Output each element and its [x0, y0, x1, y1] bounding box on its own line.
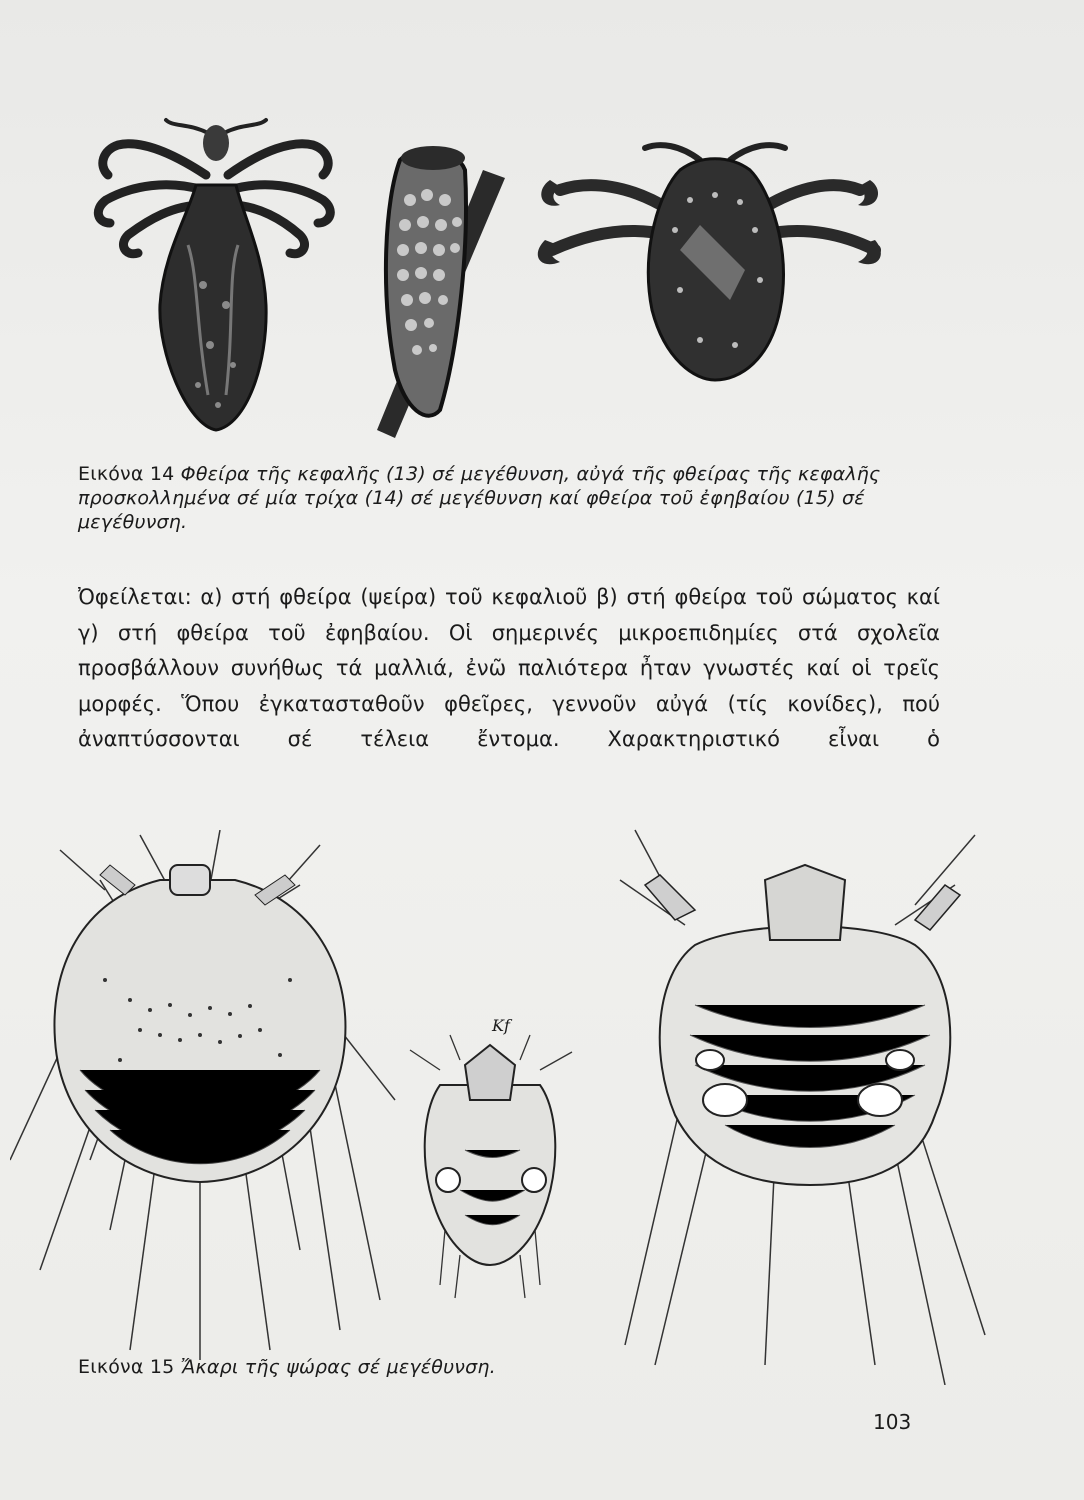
figure-14-caption [78, 462, 938, 534]
figure-15-label: Εικόνα 15 [78, 1356, 175, 1378]
figure-15-label-kf: Kf [492, 1016, 510, 1035]
head-louse-illustration [78, 105, 350, 435]
figure-14-label: Εικόνα 14 [78, 463, 175, 485]
scabies-mite-ventral-illustration [615, 825, 1055, 1385]
paragraph-text: Ὀφείλεται: α) στή φθείρα (ψείρα) τοῦ κεφαλιοῦ β) στή φθείρα τοῦ σώματος καί γ) στή φθείρα τοῦ ἐφηβαίου. Οἱ σημερινές μικροεπιδημίες στά σχολεῖα προσβάλλουν συνήθως τά μαλλιά, ἐνῶ παλιότερα ἦταν γνωστές καί οἱ τρεῖς μορφές. Ὅπου ἐγκατασταθοῦν φθεῖρες, γεννοῦν αὐγά (τίς κονίδες), πού ἀναπτύσσονται σέ τέλεια ἔντομα. Χαρακτηριστικό εἶναι ὁ [78, 585, 940, 751]
scabies-mite-dorsal-illustration [10, 830, 400, 1370]
figure-15-caption [78, 1355, 938, 1379]
page-number: 103 [873, 1410, 912, 1434]
pubic-louse-illustration [530, 130, 885, 395]
body-paragraph [78, 580, 940, 758]
scabies-mite-small-illustration [400, 1030, 580, 1300]
louse-egg-on-hair-illustration [355, 140, 520, 440]
figure-14-text: Φθείρα τῆς κεφαλῆς (13) σέ μεγέθυνση, αὐγά τῆς φθείρας τῆς κεφαλῆς προσκολλημένα σέ μία τρίχα (14) σέ μεγέθυνση καί φθείρα τοῦ ἐφηβαίου (15) σέ μεγέθυνση. [78, 463, 881, 533]
figure-15-text: Ἄκαρι τῆς ψώρας σέ μεγέθυνση. [180, 1356, 496, 1378]
